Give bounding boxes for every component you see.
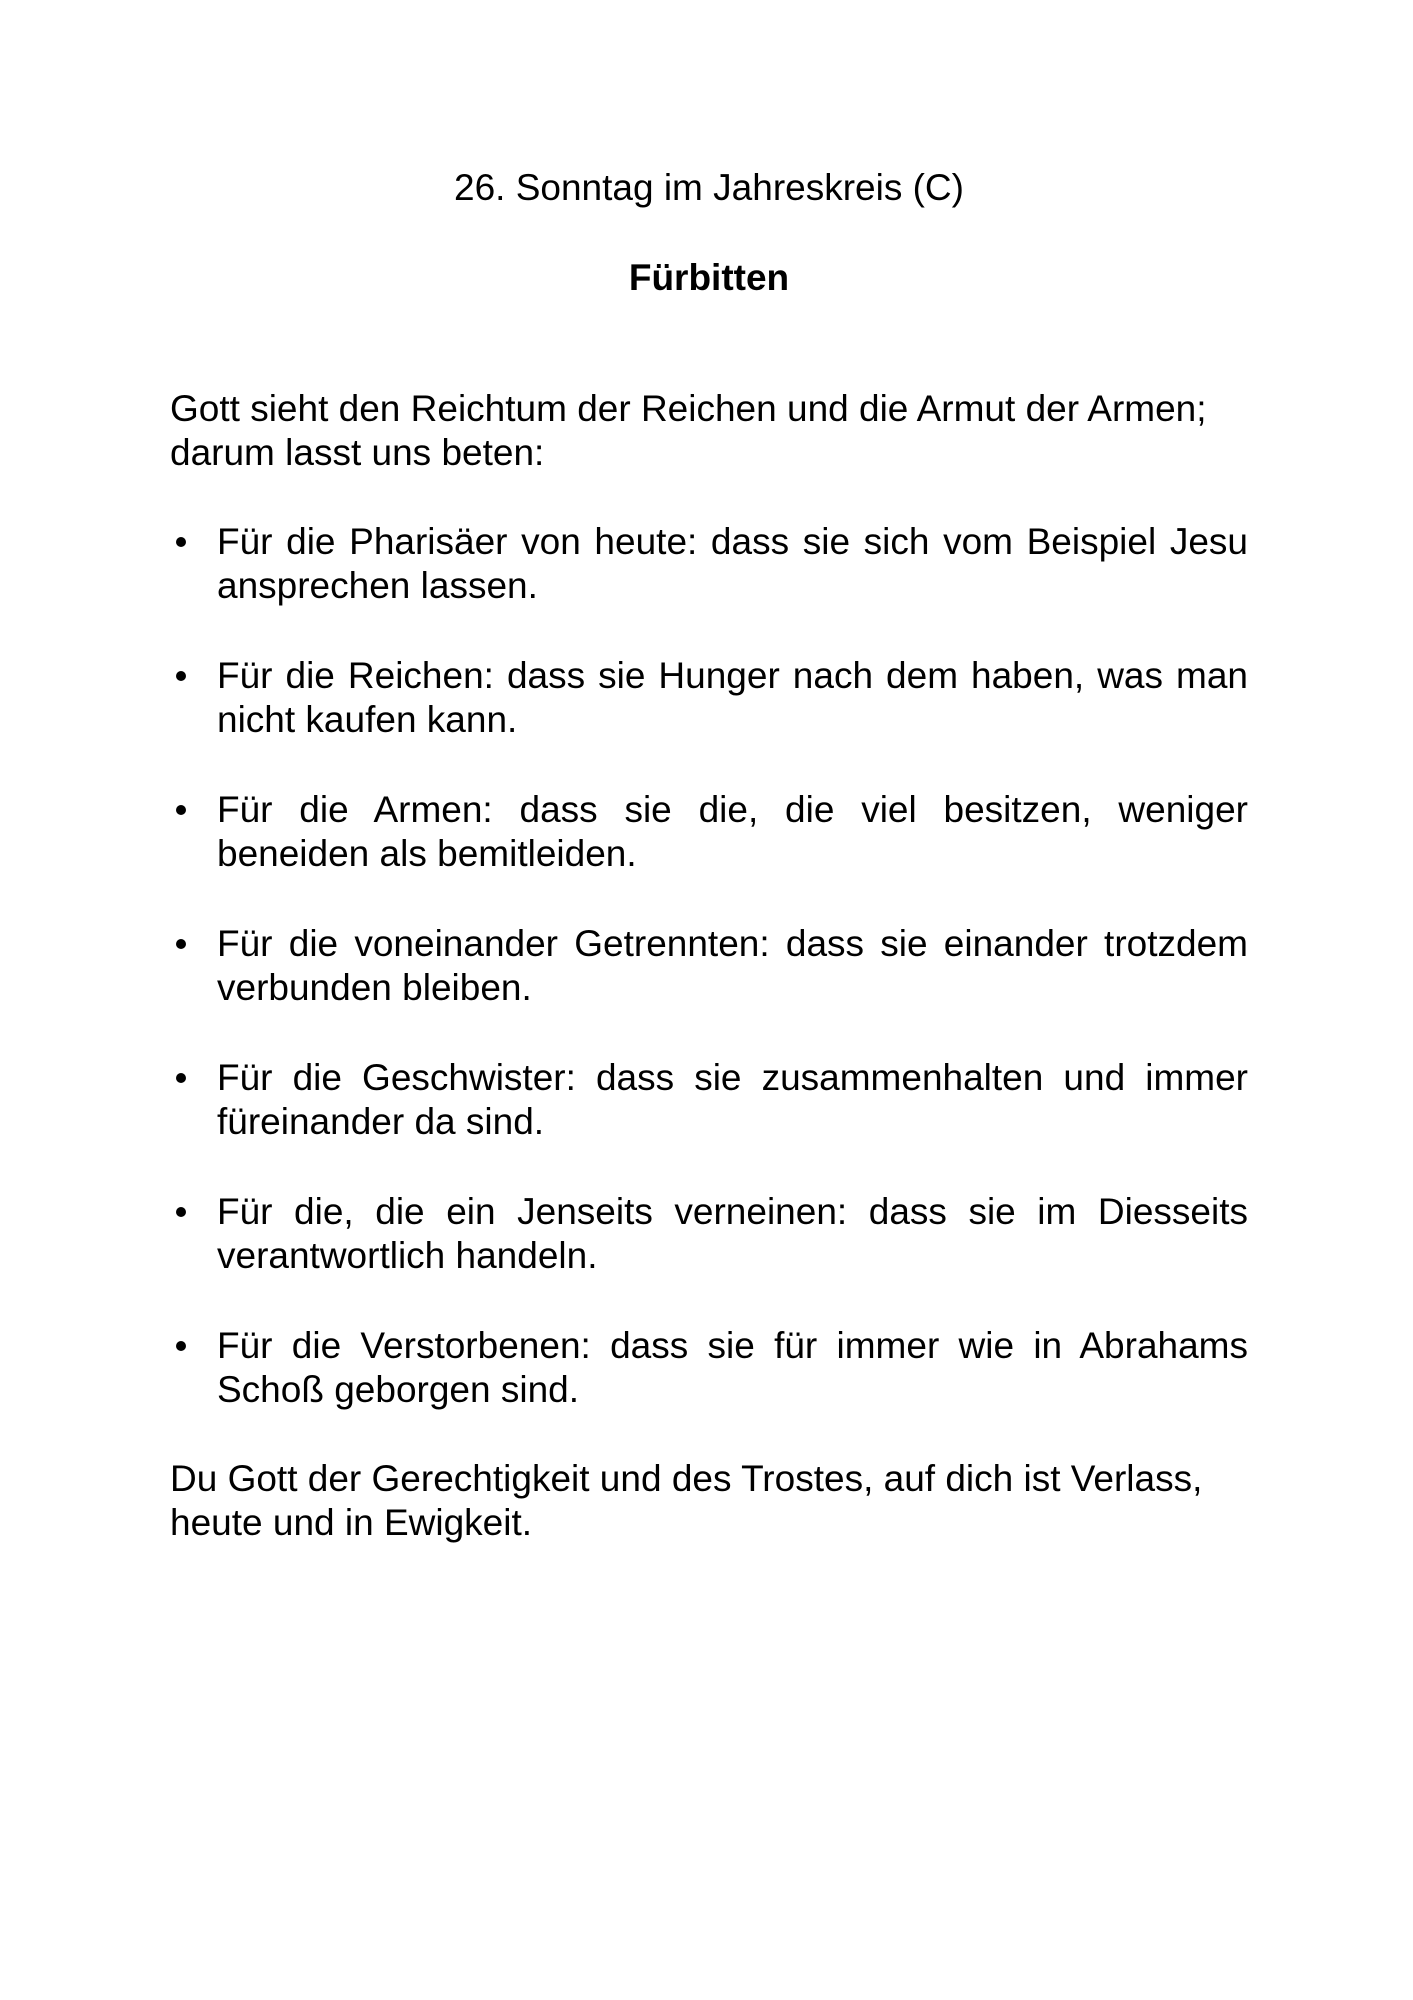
bullet-icon	[176, 1073, 186, 1083]
document-title: Fürbitten	[628, 257, 790, 298]
closing-paragraph: Du Gott der Gerechtigkeit und des Trostes, auf dich ist Verlass, heute und in Ewigkeit.	[170, 1458, 1203, 1543]
petition-text: Für die Geschwister: dass sie zusammenhalten und immer füreinander da sind.	[217, 1057, 1248, 1142]
bullet-icon	[176, 671, 186, 681]
bullet-icon	[176, 939, 186, 949]
petition-list	[170, 520, 1248, 1458]
document-subtitle: 26. Sonntag im Jahreskreis (C)	[454, 167, 964, 208]
petition-item	[170, 1190, 1248, 1278]
petition-item	[170, 788, 1248, 876]
intro-paragraph: Gott sieht den Reichtum der Reichen und die Armut der Armen; darum lasst uns beten:	[170, 388, 1207, 473]
petition-item	[170, 520, 1248, 608]
petition-item	[170, 654, 1248, 742]
bullet-icon	[176, 1341, 186, 1351]
petition-item	[170, 1056, 1248, 1144]
petition-text: Für die Armen: dass sie die, die viel besitzen, weniger beneiden als bemitleiden.	[217, 789, 1248, 874]
petition-item	[170, 1324, 1248, 1412]
petition-item	[170, 922, 1248, 1010]
petition-text: Für die Pharisäer von heute: dass sie sich vom Beispiel Jesu ansprechen lassen.	[217, 521, 1248, 606]
petition-text: Für die, die ein Jenseits verneinen: dass sie im Diesseits verantwortlich handeln.	[217, 1191, 1248, 1276]
bullet-icon	[176, 805, 186, 815]
bullet-icon	[176, 1207, 186, 1217]
petition-text: Für die Verstorbenen: dass sie für immer wie in Abrahams Schoß geborgen sind.	[217, 1325, 1248, 1410]
bullet-icon	[176, 537, 186, 547]
petition-text: Für die voneinander Getrennten: dass sie einander trotzdem verbunden bleiben.	[217, 923, 1248, 1008]
petition-text: Für die Reichen: dass sie Hunger nach dem haben, was man nicht kaufen kann.	[217, 655, 1248, 740]
